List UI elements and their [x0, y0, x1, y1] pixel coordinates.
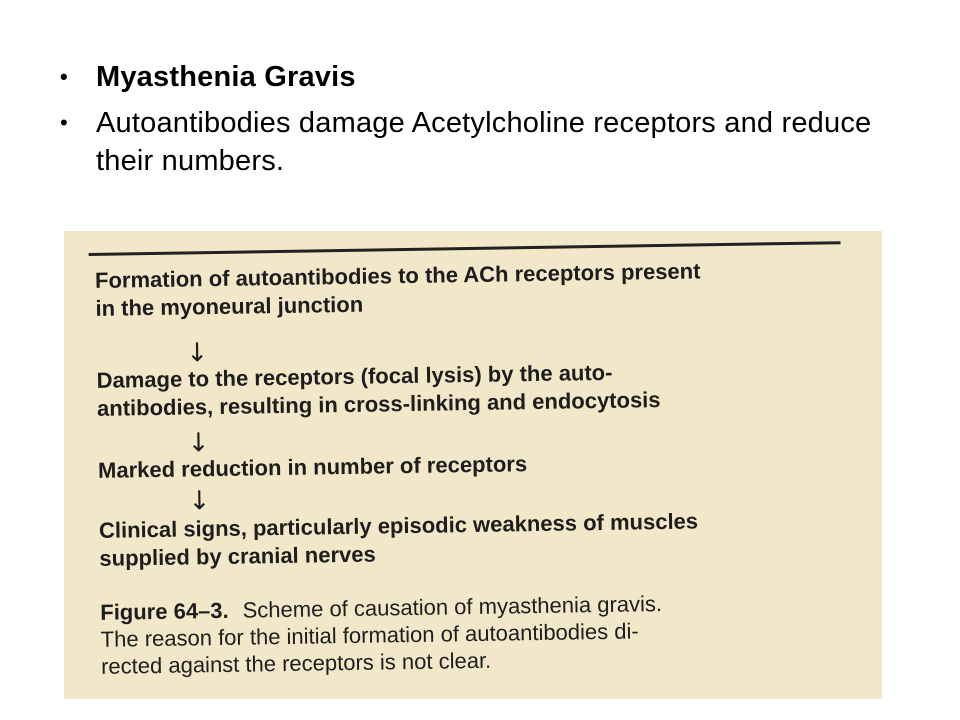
down-arrow-icon: ↓: [188, 486, 211, 517]
flow-step-text: Clinical signs, particularly episodic weakness of muscles: [98, 508, 699, 543]
down-arrow-icon: ↓: [185, 338, 209, 369]
flow-step-2: [96, 355, 857, 423]
flow-step-text: Damage to the receptors (focal lysis) by the auto-: [96, 359, 613, 393]
top-rule: [89, 241, 841, 256]
scanned-figure: [64, 231, 882, 699]
bullet-dot-icon: •: [60, 64, 68, 89]
flow-step-text: antibodies, resulting in cross-linking and endocytosis: [96, 387, 661, 421]
flow-step-1: [95, 255, 856, 323]
flow-step-text: Marked reduction in number of receptors: [97, 451, 528, 483]
flow-step-text: supplied by cranial nerves: [99, 541, 376, 571]
bullet-text: Myasthenia Gravis: [96, 61, 356, 93]
flow-step-text: Formation of autoantibodies to the ACh receptors present: [94, 258, 701, 293]
caption-line-2: The reason for the initial formation of autoantibodies di-: [100, 618, 639, 652]
figure-label: Figure 64–3.: [100, 597, 229, 625]
scanned-figure-content: [64, 231, 882, 699]
flow-step-text: in the myoneural junction: [95, 291, 364, 321]
bullet-item-description: [60, 104, 900, 180]
caption-line-3: rected against the receptors is not clear.: [100, 647, 492, 679]
bullet-dot-icon: •: [60, 110, 68, 135]
flow-step-3: [98, 445, 858, 485]
caption-text: Scheme of causation of myasthenia gravis.: [242, 591, 663, 623]
bullet-item-title: [60, 58, 900, 96]
bullet-list: [60, 58, 900, 188]
bullet-text: Autoantibodies damage Acetylcholine receptors and reduce their numbers.: [96, 107, 872, 177]
down-arrow-icon: ↓: [187, 428, 210, 459]
flow-step-4: [99, 505, 860, 573]
figure-caption: [100, 587, 861, 680]
